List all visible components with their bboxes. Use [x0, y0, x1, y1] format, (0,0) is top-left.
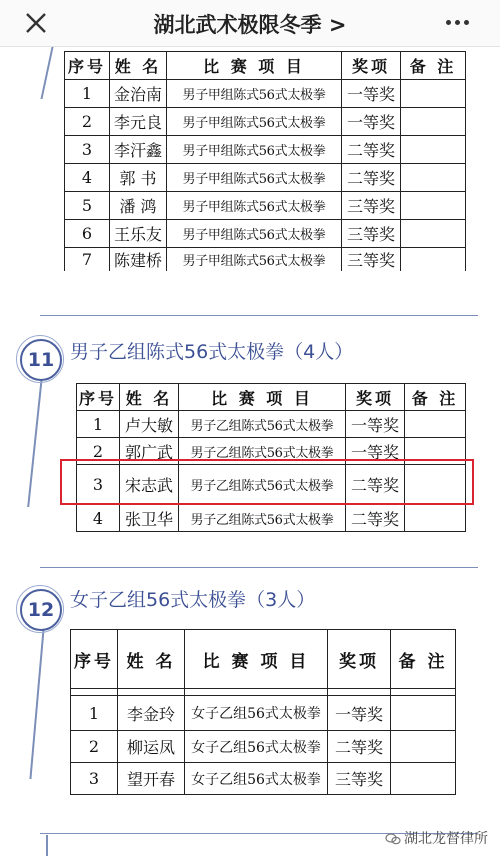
header-cell: 序号 — [71, 630, 118, 689]
cell-rank: 1 — [65, 80, 110, 108]
cell-name: 郭广武 — [120, 438, 179, 465]
header-cell: 序号 — [77, 384, 120, 411]
cell-remark — [405, 505, 466, 532]
wechat-icon — [385, 833, 401, 845]
cell-event: 男子甲组陈式56式太极拳 — [167, 136, 342, 164]
header-cell: 备 注 — [391, 630, 456, 689]
cell-event: 女子乙组56式太极拳 — [185, 696, 328, 731]
cell-rank: 5 — [65, 192, 110, 220]
cell-name: 宋志武 — [120, 465, 179, 505]
table-row — [65, 108, 466, 136]
cell-award: 二等奖 — [328, 731, 391, 763]
cell-event: 男子甲组陈式56式太极拳 — [167, 220, 342, 248]
cell-name: 王乐友 — [110, 220, 167, 248]
cell-rank: 2 — [77, 438, 120, 465]
cell-award: 二等奖 — [342, 164, 401, 192]
spacer-cell — [391, 689, 456, 696]
results-table-men-a — [64, 51, 466, 271]
more-dot-icon — [455, 20, 460, 25]
cell-name: 卢大敏 — [120, 411, 179, 438]
cell-rank: 2 — [71, 731, 118, 763]
cell-rank: 7 — [65, 248, 110, 272]
cell-rank: 3 — [77, 465, 120, 505]
cell-event: 男子乙组陈式56式太极拳 — [179, 505, 346, 532]
header-cell: 备 注 — [405, 384, 466, 411]
cell-award: 三等奖 — [328, 763, 391, 795]
spacer-cell — [71, 689, 118, 696]
header-cell: 备 注 — [401, 52, 466, 80]
cell-remark — [405, 411, 466, 438]
cell-award: 一等奖 — [346, 411, 405, 438]
spacer-cell — [118, 689, 185, 696]
table-row — [71, 696, 456, 731]
cell-award: 一等奖 — [342, 80, 401, 108]
cell-event: 男子甲组陈式56式太极拳 — [167, 192, 342, 220]
cell-rank: 2 — [65, 108, 110, 136]
cell-rank: 1 — [77, 411, 120, 438]
cell-award: 一等奖 — [346, 438, 405, 465]
table-header-row — [71, 630, 456, 689]
header-cell: 奖项 — [328, 630, 391, 689]
decor-line — [40, 567, 478, 568]
cell-event: 男子甲组陈式56式太极拳 — [167, 108, 342, 136]
top-bar — [0, 0, 500, 47]
cell-rank: 4 — [65, 164, 110, 192]
more-options-button[interactable] — [444, 10, 478, 36]
cell-remark — [391, 731, 456, 763]
cell-award: 二等奖 — [346, 505, 405, 532]
table-row — [77, 411, 466, 438]
cell-remark — [401, 108, 466, 136]
page-title[interactable]: 湖北武术极限冬季 > — [153, 13, 347, 37]
article-content — [0, 47, 500, 856]
decor-line — [27, 377, 43, 507]
section-number-badge: 11 — [20, 339, 62, 381]
table-row — [65, 248, 466, 272]
cell-remark — [401, 192, 466, 220]
cell-name: 金治南 — [110, 80, 167, 108]
header-cell: 姓 名 — [110, 52, 167, 80]
watermark — [385, 828, 488, 848]
cell-event: 男子乙组陈式56式太极拳 — [179, 438, 346, 465]
cell-remark — [391, 696, 456, 731]
header-cell: 姓 名 — [120, 384, 179, 411]
cell-name: 郭 书 — [110, 164, 167, 192]
cell-award: 二等奖 — [346, 465, 405, 505]
header-cell: 序号 — [65, 52, 110, 80]
decor-line — [46, 835, 48, 856]
cell-rank: 1 — [71, 696, 118, 731]
cell-event: 女子乙组56式太极拳 — [185, 763, 328, 795]
cell-rank: 3 — [65, 136, 110, 164]
cell-remark — [391, 763, 456, 795]
highlight-box — [60, 459, 474, 505]
table-row — [65, 220, 466, 248]
cell-name: 陈建桥 — [110, 248, 167, 272]
header-cell: 姓 名 — [118, 630, 185, 689]
cell-name: 望开春 — [118, 763, 185, 795]
section-title: 女子乙组56式太极拳（3人） — [70, 589, 316, 611]
header-cell: 比 赛 项 目 — [179, 384, 346, 411]
cell-rank: 4 — [77, 505, 120, 532]
cell-award: 三等奖 — [342, 248, 401, 272]
section-title: 男子乙组陈式56式太极拳（4人） — [70, 341, 354, 363]
watermark-text: 湖北龙督律所 — [404, 831, 488, 847]
cell-award: 三等奖 — [342, 192, 401, 220]
table-row — [71, 731, 456, 763]
table-row — [65, 164, 466, 192]
spacer-row — [71, 689, 456, 696]
cell-name: 李金玲 — [118, 696, 185, 731]
table-header-row — [77, 384, 466, 411]
results-table-women-b — [70, 629, 456, 795]
table-row — [77, 505, 466, 532]
decor-line — [29, 629, 44, 779]
cell-award: 三等奖 — [342, 220, 401, 248]
header-cell: 奖项 — [342, 52, 401, 80]
cell-name: 李元良 — [110, 108, 167, 136]
header-cell: 比 赛 项 目 — [167, 52, 342, 80]
table-header-row — [65, 52, 466, 80]
more-dot-icon — [464, 20, 469, 25]
cell-rank: 6 — [65, 220, 110, 248]
cell-name: 柳运凤 — [118, 731, 185, 763]
cell-event: 女子乙组56式太极拳 — [185, 731, 328, 763]
cell-rank: 3 — [71, 763, 118, 795]
cell-name: 李汗鑫 — [110, 136, 167, 164]
cell-remark — [401, 248, 466, 272]
decor-line — [40, 47, 53, 99]
cell-remark — [401, 80, 466, 108]
cell-event: 男子乙组陈式56式太极拳 — [179, 411, 346, 438]
table-row — [65, 80, 466, 108]
cell-remark — [401, 136, 466, 164]
cell-event: 男子甲组陈式56式太极拳 — [167, 80, 342, 108]
header-cell: 比 赛 项 目 — [185, 630, 328, 689]
cell-name: 潘 鸿 — [110, 192, 167, 220]
cell-name: 张卫华 — [120, 505, 179, 532]
spacer-cell — [328, 689, 391, 696]
cell-event: 男子乙组陈式56式太极拳 — [179, 465, 346, 505]
cell-award: 一等奖 — [342, 108, 401, 136]
table-row — [71, 763, 456, 795]
cell-award: 二等奖 — [342, 136, 401, 164]
header-cell: 奖项 — [346, 384, 405, 411]
cell-award: 一等奖 — [328, 696, 391, 731]
cell-remark — [401, 164, 466, 192]
cell-event: 男子甲组陈式56式太极拳 — [167, 164, 342, 192]
table-row — [65, 192, 466, 220]
table-row — [65, 136, 466, 164]
decor-line — [40, 315, 478, 316]
section-number-badge: 12 — [20, 589, 62, 631]
more-dot-icon — [446, 20, 451, 25]
spacer-cell — [185, 689, 328, 696]
cell-remark — [401, 220, 466, 248]
results-table-men-b — [76, 383, 466, 532]
cell-event: 男子甲组陈式56式太极拳 — [167, 248, 342, 272]
